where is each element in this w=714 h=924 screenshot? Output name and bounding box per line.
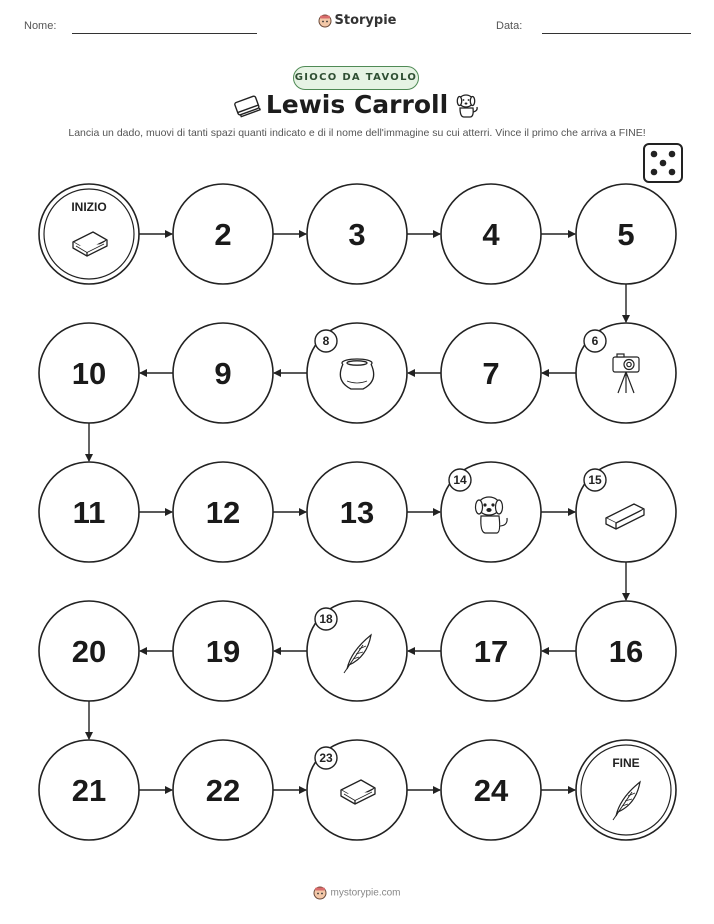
space-number: 11 xyxy=(72,495,106,530)
space-number: 9 xyxy=(214,356,232,391)
board-space-14 xyxy=(441,462,541,562)
space-number: 6 xyxy=(591,334,599,348)
board-space-15 xyxy=(576,462,676,562)
space-number: 21 xyxy=(71,773,107,808)
board-space-10 xyxy=(39,323,139,423)
board-space-25 xyxy=(576,740,676,840)
board-space-9 xyxy=(173,323,273,423)
space-number: 23 xyxy=(319,751,333,765)
board-space-7 xyxy=(441,323,541,423)
board-space-5 xyxy=(576,184,676,284)
board-space-13 xyxy=(307,462,407,562)
footer-url[interactable]: mystorypie.com xyxy=(330,887,401,899)
board-space-21 xyxy=(39,740,139,840)
space-number: 19 xyxy=(205,634,241,669)
space-number: 12 xyxy=(205,495,241,530)
board-space-8 xyxy=(307,323,407,423)
game-instructions: Lancia un dado, muovi di tanti spazi quanti indicato e di il nome dell'immagine su cui atterri. Vince il primo che arriva a FINE! xyxy=(68,127,646,139)
board-space-3 xyxy=(307,184,407,284)
board-spaces xyxy=(39,184,676,840)
board-space-11 xyxy=(39,462,139,562)
space-number: 20 xyxy=(71,634,107,669)
space-number: 8 xyxy=(322,334,330,348)
board-space-2 xyxy=(173,184,273,284)
date-label: Data: xyxy=(496,20,523,32)
board-space-6 xyxy=(576,323,676,423)
footer xyxy=(0,886,714,900)
name-label: Nome: xyxy=(24,20,57,32)
space-number: 10 xyxy=(71,356,107,391)
space-number: 18 xyxy=(319,612,333,626)
board-space-12 xyxy=(173,462,273,562)
board-space-19 xyxy=(173,601,273,701)
space-number: 13 xyxy=(339,495,375,530)
category-badge: GIOCO DA TAVOLO xyxy=(293,66,419,90)
space-number: 7 xyxy=(482,356,500,391)
space-number: 2 xyxy=(214,217,232,252)
space-number: 24 xyxy=(473,773,509,808)
brand-name: Storypie xyxy=(334,13,397,28)
space-number: 14 xyxy=(453,473,467,487)
end-label: FINE xyxy=(612,756,640,770)
pot-icon xyxy=(340,359,373,389)
space-number: 15 xyxy=(588,473,602,487)
space-number: 3 xyxy=(348,217,366,252)
board-space-16 xyxy=(576,601,676,701)
board-space-23 xyxy=(307,740,407,840)
space-number: 17 xyxy=(473,634,509,669)
board-space-1 xyxy=(39,184,139,284)
board-space-17 xyxy=(441,601,541,701)
page-title: Lewis Carroll xyxy=(265,90,449,119)
board-space-22 xyxy=(173,740,273,840)
space-number: 16 xyxy=(608,634,644,669)
space-number: 4 xyxy=(482,217,500,252)
storypie-footer-logo-icon xyxy=(313,886,327,900)
board-space-20 xyxy=(39,601,139,701)
space-number: 5 xyxy=(617,217,635,252)
board-space-4 xyxy=(441,184,541,284)
space-number: 22 xyxy=(205,773,241,808)
board-space-24 xyxy=(441,740,541,840)
board-space-18 xyxy=(307,601,407,701)
start-label: INIZIO xyxy=(71,200,107,214)
